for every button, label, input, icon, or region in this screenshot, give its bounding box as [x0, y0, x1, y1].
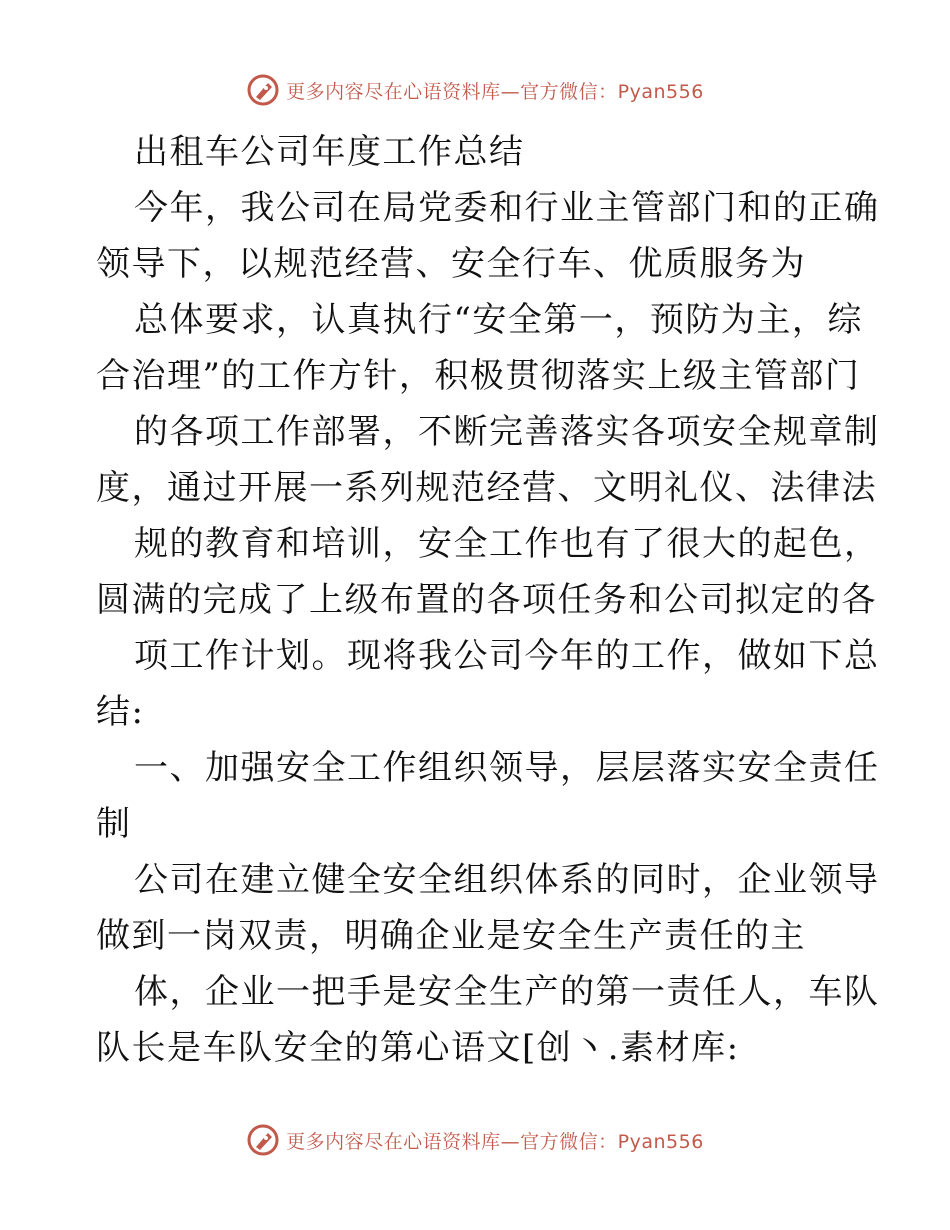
- text-line: 队长是车队安全的第心语文[创丶.素材库:: [96, 1028, 740, 1068]
- text-line: 结:: [96, 692, 145, 732]
- watermark-footer: [0, 1120, 950, 1160]
- watermark-text: 更多内容尽在心语资料库—官方微信：Pyan556: [286, 80, 704, 103]
- document-title: 出租车公司年度工作总结: [134, 132, 525, 172]
- text-line: 的各项工作部署，不断完善落实各项安全规章制: [134, 412, 880, 452]
- text-line: 合治理”的工作方针，积极贯彻落实上级主管部门: [96, 356, 861, 396]
- document-body: [96, 124, 880, 1076]
- text-line: 领导下，以规范经营、安全行车、优质服务为: [96, 244, 806, 284]
- pen-nib-logo-icon: [246, 1123, 280, 1157]
- pen-nib-logo-icon: [246, 73, 280, 107]
- text-line: 体，企业一把手是安全生产的第一责任人，车队: [134, 972, 880, 1012]
- text-line: 圆满的完成了上级布置的各项任务和公司拟定的各: [96, 580, 877, 620]
- text-line: 做到一岗双责，明确企业是安全生产责任的主: [96, 916, 806, 956]
- text-line: 规的教育和培训，安全工作也有了很大的起色，: [134, 524, 880, 564]
- section-heading: 一、加强安全工作组织领导，层层落实安全责任: [134, 748, 880, 788]
- text-line: 度，通过开展一系列规范经营、文明礼仪、法律法: [96, 468, 877, 508]
- watermark-text: 更多内容尽在心语资料库—官方微信：Pyan556: [286, 1130, 704, 1153]
- section-heading-continuation: 制: [96, 804, 132, 844]
- text-line: 公司在建立健全安全组织体系的同时，企业领导: [134, 860, 880, 900]
- watermark-header: [0, 70, 950, 110]
- text-line: 今年，我公司在局党委和行业主管部门和的正确: [134, 188, 880, 228]
- text-line: 总体要求，认真执行“安全第一，预防为主，综: [134, 300, 863, 340]
- text-line: 项工作计划。现将我公司今年的工作，做如下总: [134, 636, 880, 676]
